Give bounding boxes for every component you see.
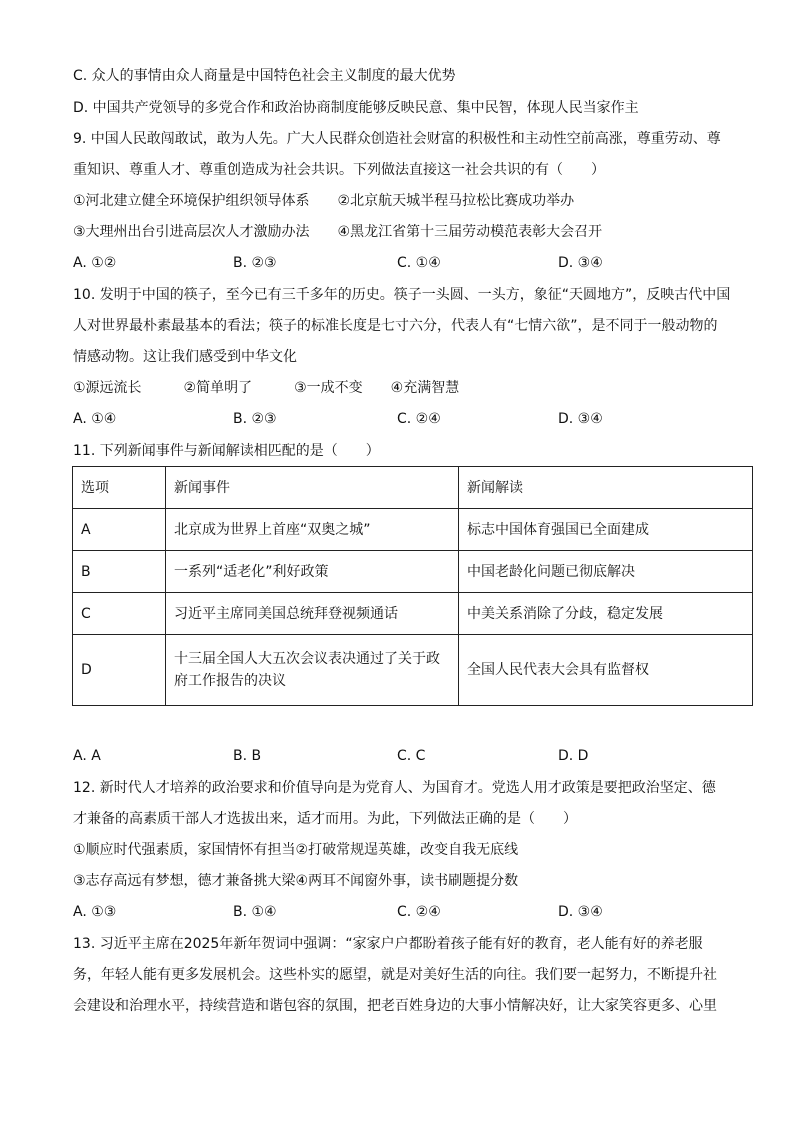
table-header-cell: 选项: [73, 467, 166, 509]
option-d-text: D. 中国共产党领导的多党合作和政治协商制度能够反映民意、集中民智，体现人民当家作主: [73, 100, 639, 116]
table-cell: 标志中国体育强国已全面建成: [459, 509, 753, 551]
question-11-options: [73, 746, 733, 766]
option-b: B. ②③: [233, 411, 277, 427]
table-cell: 一系列“适老化”利好政策: [166, 551, 459, 593]
table-cell: B: [73, 551, 166, 593]
option-c: C. ②④: [397, 411, 441, 427]
option-a: A. ①④: [73, 411, 117, 427]
question-13-line-1: 13. 习近平主席在2025年新年贺词中强调：“家家户户都盼着孩子能有好的教育，老人能有好的养老服: [73, 936, 703, 952]
question-10-options: [73, 409, 733, 429]
question-12-statements-2: ③志存高远有梦想，德才兼备挑大梁④两耳不闻窗外事，读书刷题提分数: [73, 873, 519, 889]
question-11-line-1: 11. 下列新闻事件与新闻解读相匹配的是（ ）: [73, 443, 380, 459]
table-cell: 北京成为世界上首座“双奥之城”: [166, 509, 459, 551]
table-cell: 中美关系消除了分歧，稳定发展: [459, 593, 753, 635]
table-header-cell: 新闻事件: [166, 467, 459, 509]
option-d: D. ③④: [558, 255, 603, 271]
question-10-line-2: 人对世界最朴素最基本的看法；筷子的标准长度是七寸六分，代表人有“七情六欲”，是不同于一般动物的: [73, 318, 718, 334]
option-b: B. ②③: [233, 255, 277, 271]
option-c: C. ①④: [397, 255, 441, 271]
option-a: A. A: [73, 748, 101, 764]
table-cell: A: [73, 509, 166, 551]
table-cell: [166, 635, 459, 706]
question-12-options: [73, 902, 733, 922]
table-cell-text: 十三届全国人大五次会议表决通过了关于政府工作报告的决议: [174, 651, 440, 689]
option-d: D. ③④: [558, 904, 603, 920]
table-cell: 全国人民代表大会具有监督权: [459, 635, 753, 706]
option-c: C. C: [397, 748, 426, 764]
question-9-statements-2: ③大理州出台引进高层次人才激励办法 ④黑龙江省第十三届劳动模范表彰大会召开: [73, 224, 603, 240]
question-12-line-2: 才兼备的高素质干部人才选拔出来，适才而用。为此，下列做法正确的是（ ）: [73, 811, 577, 827]
table-cell: C: [73, 593, 166, 635]
table-row: [73, 635, 753, 706]
question-9-line-2: 重知识、尊重人才、尊重创造成为社会共识。下列做法直接这一社会共识的有（ ）: [73, 162, 605, 178]
option-b: B. B: [233, 748, 262, 764]
question-10-line-1: 10. 发明于中国的筷子，至今已有三千多年的历史。筷子一头圆、一头方，象征“天圆地方”，反映古代中国: [73, 287, 731, 303]
question-13-line-2: 务，年轻人能有更多发展机会。这些朴实的愿望，就是对美好生活的向往。我们要一起努力，不断提升社: [73, 967, 717, 983]
option-c: C. ②④: [397, 904, 441, 920]
option-a: A. ①③: [73, 904, 117, 920]
question-9-line-1: 9. 中国人民敢闯敢试，敢为人先。广大人民群众创造社会财富的积极性和主动性空前高涨，尊重劳动、尊: [73, 131, 721, 147]
question-9-statements-1: ①河北建立健全环境保护组织领导体系 ②北京航天城半程马拉松比赛成功举办: [73, 193, 575, 209]
option-c-text: C. 众人的事情由众人商量是中国特色社会主义制度的最大优势: [73, 68, 456, 84]
table-cell: 习近平主席同美国总统拜登视频通话: [166, 593, 459, 635]
question-12-statements-1: ①顺应时代强素质，家国情怀有担当②打破常规逞英雄，改变自我无底线: [73, 842, 519, 858]
table-row: [73, 509, 753, 551]
table-header-row: [73, 467, 753, 509]
news-table: [72, 466, 753, 706]
option-d: D. ③④: [558, 411, 603, 427]
table-header-cell: 新闻解读: [459, 467, 753, 509]
question-10-statements: ①源远流长 ②简单明了 ③一成不变 ④充满智慧: [73, 380, 460, 396]
option-a: A. ①②: [73, 255, 117, 271]
question-10-line-3: 情感动物。这让我们感受到中华文化: [73, 349, 297, 365]
table-row: [73, 551, 753, 593]
table-cell: 中国老龄化问题已彻底解决: [459, 551, 753, 593]
option-b: B. ①④: [233, 904, 277, 920]
table-row: [73, 593, 753, 635]
option-d: D. D: [558, 748, 589, 764]
question-13-line-3: 会建设和治理水平，持续营造和谐包容的氛围，把老百姓身边的大事小情解决好，让大家笑容更多、心里: [73, 998, 717, 1014]
question-12-line-1: 12. 新时代人才培养的政治要求和价值导向是为党育人、为国育才。党选人用才政策是要把政治坚定、德: [73, 780, 716, 796]
question-9-options: [73, 253, 733, 273]
table-cell: D: [73, 635, 166, 706]
